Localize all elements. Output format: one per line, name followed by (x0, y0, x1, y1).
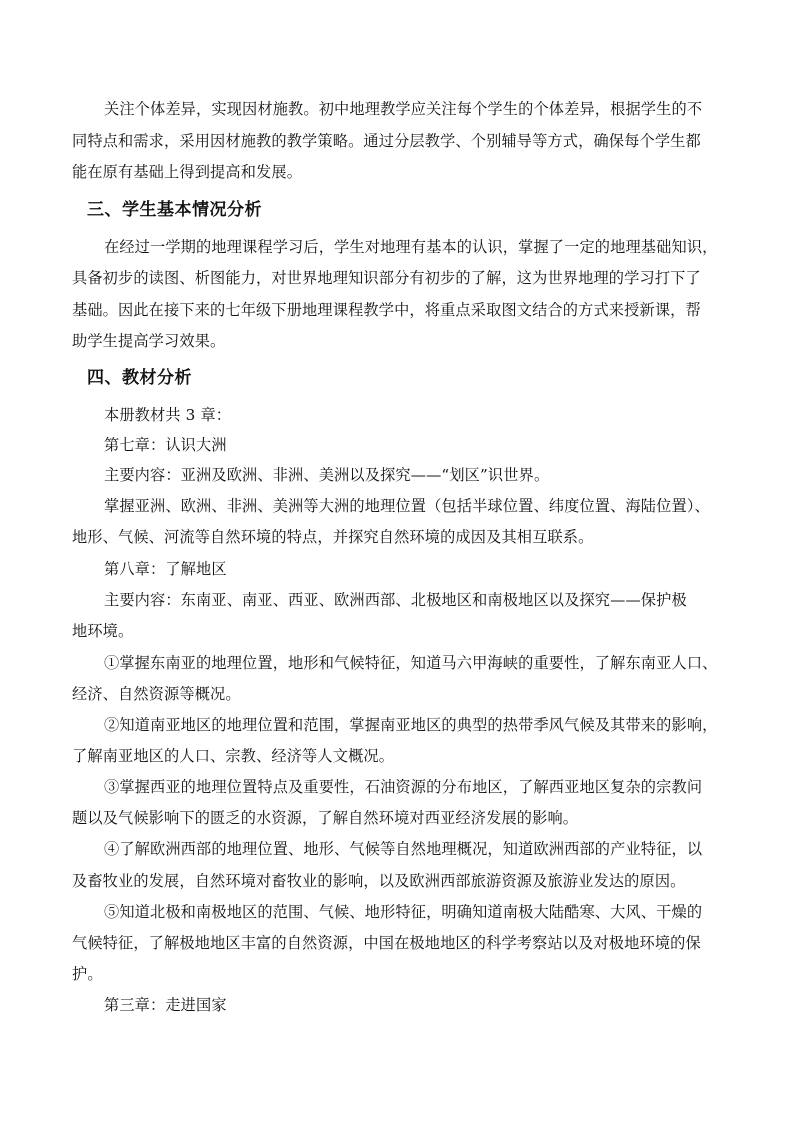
item3-line-1: ③掌握西亚的地理位置特点及重要性，石油资源的分布地区，了解西亚地区复杂的宗教问 (104, 778, 703, 796)
chapter7-goal-line-2: 地形、气候、河流等自然环境的特点，并探究自然环境的成因及其相互联系。 (72, 528, 594, 546)
chapter7-content: 主要内容：亚洲及欧洲、非洲、美洲以及探究——“划区”识世界。 (104, 466, 550, 484)
intro-line-2: 同特点和需求，采用因材施教的教学策略。通过分层教学、个别辅导等方式，确保每个学生都 (72, 132, 701, 150)
chapter3-title: 第三章：走进国家 (104, 996, 227, 1014)
intro-line-1: 关注个体差异，实现因材施教。初中地理教学应关注每个学生的个体差异，根据学生的不 (104, 100, 703, 118)
section3-line-3: 基础。因此在接下来的七年级下册地理课程教学中，将重点采取图文结合的方式来授新课，帮 (72, 301, 701, 319)
item1-line-1: ①掌握东南亚的地理位置，地形和气候特征，知道马六甲海峡的重要性，了解东南亚人口、 (104, 654, 718, 672)
item1-line-2: 经济、自然资源等概况。 (72, 685, 241, 703)
section3-line-2: 具备初步的读图、析图能力，对世界地理知识部分有初步的了解，这为世界地理的学习打下了 (72, 269, 701, 287)
chapter7-goal-line-1: 掌握亚洲、欧洲、非洲、美洲等大洲的地理位置（包括半球位置、纬度位置、海陆位置）、 (104, 497, 710, 515)
item4-line-2: 及畜牧业的发展，自然环境对畜牧业的影响，以及欧洲西部旅游资源及旅游业发达的原因。 (72, 872, 686, 890)
chapter7-title: 第七章：认识大洲 (104, 436, 227, 454)
item5-line-2: 气候特征，了解极地地区丰富的自然资源，中国在极地地区的科学考察站以及对极地环境的保 (72, 934, 701, 952)
section-heading-student-analysis: 三、学生基本情况分析 (87, 200, 262, 220)
item5-line-1: ⑤知道北极和南极地区的范围、气候、地形特征，明确知道南极大陆酷寒、大风、干燥的 (104, 903, 703, 921)
section3-line-4: 助学生提高学习效果。 (72, 332, 226, 350)
chapter8-content-line-1: 主要内容：东南亚、南亚、西亚、欧洲西部、北极地区和南极地区以及探究——保护极 (104, 591, 687, 609)
item2-line-2: 了解南亚地区的人口、宗教、经济等人文概况。 (72, 747, 395, 765)
intro-line-3: 能在原有基础上得到提高和发展。 (72, 163, 303, 181)
section3-line-1: 在经过一学期的地理课程学习后，学生对地理有基本的认识，掌握了一定的地理基础知识， (104, 238, 718, 256)
item3-line-2: 题以及气候影响下的匮乏的水资源，了解自然环境对西亚经济发展的影响。 (72, 809, 579, 827)
section-heading-textbook-analysis: 四、教材分析 (87, 368, 192, 388)
item2-line-1: ②知道南亚地区的地理位置和范围，掌握南亚地区的典型的热带季风气候及其带来的影响， (104, 716, 718, 734)
chapter8-title: 第八章：了解地区 (104, 560, 227, 578)
textbook-summary: 本册教材共 3 章： (104, 406, 232, 424)
chapter8-content-line-2: 地环境。 (72, 622, 134, 640)
item5-line-3: 护。 (72, 965, 103, 983)
item4-line-1: ④了解欧洲西部的地理位置、地形、气候等自然地理概况，知道欧洲西部的产业特征，以 (104, 840, 703, 858)
